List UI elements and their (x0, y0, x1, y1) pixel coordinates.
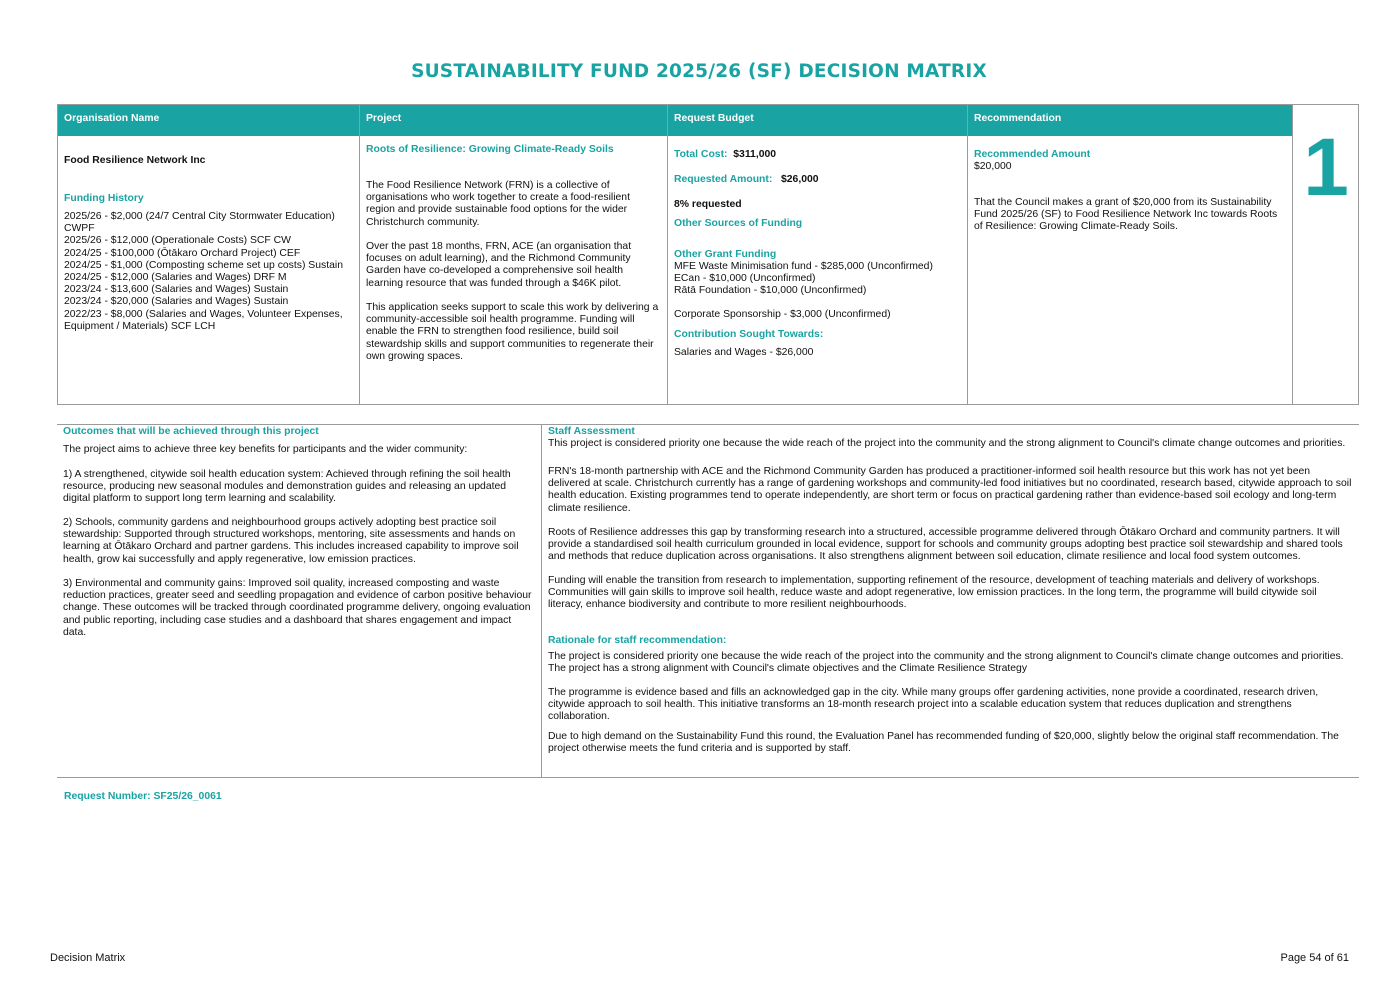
funding-history-item: 2025/26 - $12,000 (Operationale Costs) SCF CW (64, 235, 291, 247)
project-column (360, 105, 668, 404)
funding-history-item: 2024/25 - $12,000 (Salaries and Wages) DRF M (64, 272, 287, 284)
project-name: Roots of Resilience: Growing Climate-Ready Soils (366, 144, 614, 155)
footer-document-name: Decision Matrix (50, 952, 126, 964)
total-cost-value: $311,000 (733, 149, 777, 160)
rationale-label: Rationale for staff recommendation: (548, 635, 727, 646)
priority-rank: 1 (1303, 122, 1349, 213)
project-description-1: The Food Resilience Network (FRN) is a collective of organisations who work together to create a food-resilient region and provide sustainable food options for the wider Christchurch community. (366, 180, 630, 228)
outcomes-label: Outcomes that will be achieved through this project (63, 426, 319, 437)
project-description-2: Over the past 18 months, FRN, ACE (an organisation that focuses on adult learning), and the Richmond Community Garden have co-developed a comprehensive soil health learning resource that was funded through a $46K pilot. (366, 241, 632, 289)
recommendation-column (968, 105, 1293, 404)
outcome-item-1: 1) A strengthened, citywide soil health education system: Achieved through refining the soil health resource, producing new seasonal modules and demonstration guides and releasing an updated digital platform to support long term learning and scalability. (63, 469, 511, 505)
decision-table (57, 104, 1359, 405)
staff-paragraph-1: This project is considered priority one because the wide reach of the project into the community and the strong alignment to Council's climate change outcomes and priorities. (548, 438, 1346, 449)
rationale-paragraph-2: The programme is evidence based and fills an acknowledged gap in the city. While many groups offer gardening activities, none provide a coordinated, research driven, citywide approach to soil health. This initiative transforms an 18-month research project into a scalable education system that reduces duplication and strengthens collaboration. (548, 687, 1319, 723)
staff-assessment-label: Staff Assessment (548, 426, 635, 437)
rationale-paragraph-3: Due to high demand on the Sustainability Fund this round, the Evaluation Panel has recommended funding of $20,000, slightly below the original staff recommendation. The project otherwise meets the fund criteria and is supported by staff. (548, 731, 1339, 755)
organisation-column (58, 105, 360, 404)
contribution-label: Contribution Sought Towards: (674, 329, 824, 340)
other-sources-label: Other Sources of Funding (674, 218, 803, 229)
contribution-value: Salaries and Wages - $26,000 (674, 347, 814, 358)
funding-history-item: 2024/25 - $1,000 (Composting scheme set up costs) Sustain (64, 259, 343, 271)
other-grant-item: Rātā Foundation - $10,000 (Unconfirmed) (674, 285, 867, 297)
project-header: Project (360, 105, 667, 136)
funding-history-item: 2025/26 - $2,000 (24/7 Central City Stormwater Education) (64, 211, 335, 222)
corporate-sponsorship: Corporate Sponsorship - $3,000 (Unconfirmed) (674, 309, 891, 320)
assessment-section (57, 424, 1359, 778)
rationale-paragraph-1: The project is considered priority one because the wide reach of the project into the community and the strong alignment to Council's climate change outcomes and priorities. The project has a strong alignment with Council's climate objectives and the Climate Resilience Strategy (548, 651, 1344, 675)
total-cost-row (674, 149, 961, 161)
funding-history-item: 2023/24 - $20,000 (Salaries and Wages) Sustain (64, 296, 289, 308)
funding-history-item: 2024/25 - $100,000 (Ōtākaro Orchard Project) CEF (64, 247, 301, 259)
rank-column (1293, 105, 1359, 404)
requested-amount-row (674, 174, 961, 186)
project-description-3: This application seeks support to scale this work by delivering a community-accessible soil health programme. Funding will enable the FRN to strengthen food resilience, build soil stewardship skills and support communities to regenerate their own growing spaces. (366, 302, 659, 362)
funding-history-item: 2022/23 - $8,000 (Salaries and Wages, Volunteer Expenses, (64, 308, 343, 320)
total-cost-label: Total Cost: (674, 149, 728, 160)
other-grant-list (674, 261, 961, 298)
funding-history-label: Funding History (64, 193, 144, 204)
request-number: Request Number: SF25/26_0061 (64, 791, 222, 802)
staff-paragraph-4: Funding will enable the transition from research to implementation, supporting refinement of the resource, development of teaching materials and delivery of workshops. Communities will gain skills to improve soil health, reduce waste and adopt regenerative, low emission practices. In the long term, the programme will build citywide soil literacy, enhance biodiversity and contribute to more resilient neighbourhoods. (548, 575, 1320, 611)
footer-page-number: Page 54 of 61 (1280, 952, 1349, 964)
requested-amount-value: $26,000 (781, 174, 819, 185)
organisation-name: Food Resilience Network Inc (64, 155, 206, 166)
recommendation-text: That the Council makes a grant of $20,000 from its Sustainability Fund 2025/26 (SF) to Food Resilience Network Inc towards Roots of Resilience: Growing Climate-Ready Soils. (974, 197, 1278, 233)
page-title: SUSTAINABILITY FUND 2025/26 (SF) DECISION MATRIX (411, 61, 987, 82)
staff-paragraph-3: Roots of Resilience addresses this gap by transforming research into a structured, accessible programme delivered through Ōtākaro Orchard and community partners. It will provide a standardised soil health curriculum grounded in local evidence, support for schools and community groups adopting best practice soil stewardship and shared tools and methods that reduce duplication across organisations. It also strengthens alignment between soil education, climate resilience and local food system outcomes. (548, 527, 1343, 563)
staff-paragraph-2: FRN's 18-month partnership with ACE and the Richmond Community Garden has produced a practitioner-informed soil health resource but this work has not yet been delivered at scale. Christchurch currently has a range of gardening workshops and community-led food initiatives but no coordinated, research based, citywide approach to soil health education. Existing programmes tend to operate independently, are short term or focus on practical gardening rather than evidence-based soil ecology and long-term climate resilience. (548, 466, 1352, 514)
recommended-amount-value: $20,000 (974, 161, 1012, 172)
requested-amount-label: Requested Amount: (674, 174, 773, 185)
funding-history-list (64, 211, 353, 333)
other-grant-label: Other Grant Funding (674, 249, 777, 260)
percent-requested: 8% requested (674, 199, 742, 210)
other-grant-item: ECan - $10,000 (Unconfirmed) (674, 273, 816, 285)
recommended-amount-label: Recommended Amount (974, 149, 1091, 160)
funding-history-item: CWPF (64, 223, 95, 235)
budget-header: Request Budget (668, 105, 967, 136)
outcomes-intro: The project aims to achieve three key benefits for participants and the wider community: (63, 444, 468, 455)
other-grant-item: MFE Waste Minimisation fund - $285,000 (Unconfirmed) (674, 261, 933, 272)
funding-history-item: 2023/24 - $13,600 (Salaries and Wages) Sustain (64, 284, 289, 296)
staff-assessment-panel (542, 425, 1359, 777)
organisation-header: Organisation Name (58, 105, 359, 136)
outcome-item-3: 3) Environmental and community gains: Improved soil quality, increased composting and waste reduction practices, greater seed and seedling propagation and evidence of carbon positive behaviour change. These outcomes will be tracked through coordinated programme delivery, ongoing evaluation and public reporting, including case studies and a dashboard that shares engagement and impact data. (63, 578, 532, 638)
outcomes-panel (57, 425, 542, 777)
funding-history-item: Equipment / Materials) SCF LCH (64, 320, 216, 332)
recommendation-header: Recommendation (968, 105, 1292, 136)
outcome-item-2: 2) Schools, community gardens and neighbourhood groups actively adopting best practice soil stewardship: Supported through structured workshops, mentoring, site assessments and hands on learning at Ōtākaro Orchard and partner gardens. This includes increased capability to improve soil health, grow kai successfully and apply regenerative, low emission practices. (63, 517, 519, 565)
budget-column (668, 105, 968, 404)
